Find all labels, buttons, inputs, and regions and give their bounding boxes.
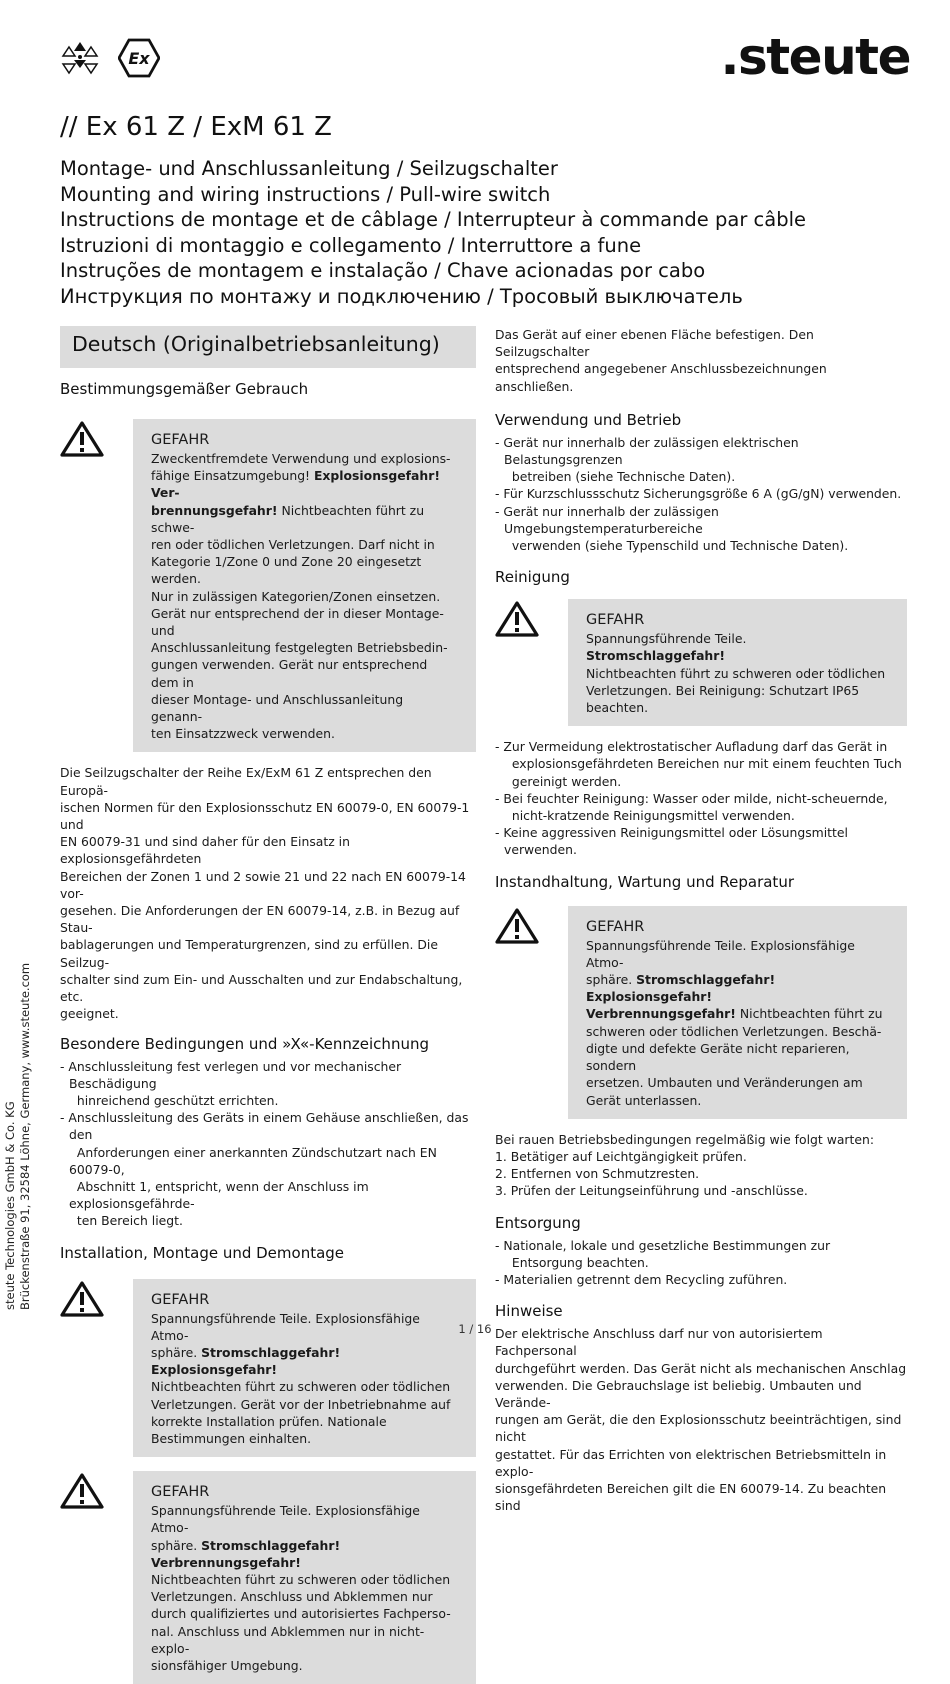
subtitle-ru: Инструкция по монтажу и подключению / Тросовый выключатель	[60, 284, 743, 308]
danger-emphasis: Stromschlaggefahr! Verbrennungsgefahr!	[151, 1537, 341, 1570]
danger-text-line: Kategorie 1/Zone 0 und Zone 20 eingesetzt werden.	[151, 554, 422, 587]
list-line: - Keine aggressiven Reinigungsmittel oder Lösungsmittel verwenden.	[495, 825, 848, 858]
danger-emphasis: Verbrennungsgefahr!	[586, 1006, 736, 1022]
danger-text-line: Bestimmungen einhalten.	[151, 1430, 312, 1446]
list-item	[60, 1109, 476, 1229]
list-item	[495, 790, 907, 824]
section-heading-use-operation: Verwendung und Betrieb	[495, 410, 682, 429]
list-line: - Materialien getrennt dem Recycling zuführen.	[495, 1271, 788, 1287]
danger-text-line: Nichtbeachten führt zu schweren oder tödlichen	[586, 665, 886, 681]
list-item: 2. Entfernen von Schmutzresten.	[495, 1166, 700, 1182]
list-item	[495, 434, 907, 486]
product-title: // Ex 61 Z / ExM 61 Z	[60, 112, 332, 142]
danger-box	[568, 599, 907, 726]
paragraph-line: bablagerungen und Temperaturgrenzen, sind zu erfüllen. Die Seilzug-	[60, 937, 439, 970]
danger-text	[151, 450, 458, 742]
danger-text-line: Nichtbeachten führt zu schweren oder tödlichen	[151, 1379, 451, 1395]
subtitle-list	[60, 156, 806, 310]
danger-text-line: ersetzen. Umbauten und Veränderungen am	[586, 1075, 863, 1091]
warning-triangle-icon	[60, 421, 104, 457]
list-line: betreiben (siehe Technische Daten).	[511, 469, 736, 485]
danger-text-line: korrekte Installation prüfen. Nationale	[151, 1413, 387, 1429]
list-line: - Nationale, lokale und gesetzliche Bestimmungen zur	[495, 1237, 831, 1253]
danger-notice	[60, 1279, 476, 1458]
cleaning-list	[495, 738, 907, 858]
certification-logos	[60, 38, 160, 82]
use-operation-list	[495, 434, 907, 554]
danger-title: GEFAHR	[586, 918, 645, 935]
list-line: nicht-kratzende Reinigungsmittel verwenden.	[511, 808, 795, 824]
list-item	[60, 1058, 476, 1110]
list-line: ten Bereich liegt.	[76, 1213, 183, 1229]
paragraph-line: Bereichen der Zonen 1 und 2 sowie 21 und 22 nach EN 60079-14 vor-	[60, 868, 466, 901]
danger-text-line: Spannungsführende Teile. Explosionsfähige Atmo-	[586, 937, 855, 970]
subtitle-pt: Instruções de montagem e instalação / Chave acionadas por cabo	[60, 259, 706, 283]
list-line: Anforderungen einer anerkannten Zündschutzart nach EN 60079-0,	[69, 1144, 437, 1177]
list-item: 1. Betätiger auf Leichtgängigkeit prüfen.	[495, 1148, 747, 1164]
subtitle-en: Mounting and wiring instructions / Pull-wire switch	[60, 182, 551, 206]
paragraph-line: schalter sind zum Ein- und Ausschalten und zur Endabschaltung, etc.	[60, 971, 463, 1005]
paragraph-line: geeignet.	[60, 1006, 119, 1022]
maintenance-steps	[495, 1148, 907, 1200]
paragraph-line: sionsgefährdeten Bereichen gilt die EN 60079-14. Zu beachten sind	[495, 1480, 887, 1514]
danger-text-line: ren oder tödlichen Verletzungen. Darf nicht in	[151, 537, 435, 553]
danger-text-line: Verletzungen. Bei Reinigung: Schutzart IP65	[586, 682, 860, 698]
danger-text-line: Verletzungen. Gerät vor der Inbetriebnahme auf	[151, 1396, 451, 1412]
company-address: Brückenstraße 91, 32584 Löhne, Germany, www.steute.com	[18, 962, 32, 1310]
brand-logo: .steute	[720, 28, 910, 86]
danger-emphasis: Stromschlaggefahr!	[586, 648, 726, 664]
paragraph-line: gestattet. Für das Errichten von elektrischen Betriebsmitteln in explo-	[495, 1446, 887, 1479]
paragraph-line: ischen Normen für den Explosionsschutz EN 60079-0, EN 60079-1 und	[60, 799, 470, 833]
section-heading-notes: Hinweise	[495, 1302, 563, 1321]
svg-text:Ex: Ex	[128, 49, 150, 68]
danger-text	[151, 1502, 458, 1674]
danger-title: GEFAHR	[586, 612, 645, 629]
danger-title: GEFAHR	[151, 1291, 210, 1308]
danger-notice	[60, 419, 476, 752]
paragraph-line: EN 60079-31 und sind daher für den Einsatz in explosionsgefährdeten	[60, 834, 350, 867]
danger-box	[133, 419, 476, 752]
danger-text-line: sionsfähiger Umgebung.	[151, 1657, 303, 1673]
danger-emphasis: Stromschlaggefahr! Explosionsgefahr!	[586, 972, 776, 1005]
paragraph-line: durchgeführt werden. Das Gerät nicht als mechanischen Anschlag	[495, 1360, 907, 1376]
list-line: - Anschlussleitung des Geräts in einem Gehäuse anschließen, das den	[60, 1110, 469, 1143]
danger-text-line: Spannungsführende Teile. Explosionsfähige Atmo-	[151, 1503, 420, 1536]
danger-notice	[60, 1471, 476, 1684]
paragraph-line: verwenden. Die Gebrauchslage ist beliebig. Umbauten und Verände-	[495, 1377, 862, 1410]
section-heading-disposal: Entsorgung	[495, 1213, 581, 1232]
section-heading-installation: Installation, Montage und Demontage	[60, 1243, 345, 1262]
danger-text-line: Zweckentfremdete Verwendung und explosions-	[151, 451, 451, 466]
danger-text-line: Nichtbeachten führt zu schwe-	[151, 502, 425, 535]
danger-text	[586, 937, 889, 1109]
danger-text-line: dieser Montage- und Anschlussanleitung genann-	[151, 691, 404, 725]
right-column	[495, 326, 907, 1514]
danger-text-line: schweren oder tödlichen Verletzungen. Beschä-	[586, 1023, 882, 1039]
danger-text	[586, 630, 889, 716]
danger-notice	[495, 599, 907, 726]
danger-text-line: gungen verwenden. Gerät nur entsprechend dem in	[151, 657, 428, 690]
warning-triangle-icon	[60, 1473, 104, 1509]
subtitle-fr: Instructions de montage et de câblage / Interrupteur à commande par câble	[60, 208, 806, 232]
danger-text-line: durch qualifiziertes und autorisiertes Fachperso-	[151, 1606, 451, 1622]
danger-text-line: Nur in zulässigen Kategorien/Zonen einsetzen.	[151, 588, 441, 604]
list-item	[495, 738, 907, 790]
maintenance-intro: Bei rauen Betriebsbedingungen regelmäßig wie folgt warten:	[495, 1131, 875, 1147]
paragraph-line: entsprechend angegebener Anschlussbezeichnungen anschließen.	[495, 361, 827, 394]
danger-text-line: Spannungsführende Teile. Explosionsfähige Atmo-	[151, 1310, 420, 1343]
page-number: 1 / 16	[458, 1322, 492, 1336]
list-line: gereinigt werden.	[511, 773, 622, 789]
warning-triangle-icon	[495, 908, 539, 944]
danger-emphasis: brennungsgefahr!	[151, 502, 278, 518]
warning-triangle-icon	[60, 1281, 104, 1317]
danger-text-line: Verletzungen. Anschluss und Abklemmen nur	[151, 1589, 433, 1605]
list-line: verwenden (siehe Typenschild und Technische Daten).	[511, 538, 849, 554]
list-line: hinreichend geschützt errichten.	[76, 1092, 279, 1108]
danger-text-line: Gerät nur entsprechend der in dieser Montage- und	[151, 605, 444, 639]
list-line: explosionsgefährdeten Bereichen nur mit einem feuchten Tuch	[511, 756, 902, 772]
list-line: - Bei feuchter Reinigung: Wasser oder milde, nicht-scheuernde,	[495, 790, 888, 806]
company-address-sidebar	[3, 963, 33, 1310]
subtitle-de: Montage- und Anschlussanleitung / Seilzugschalter	[60, 157, 558, 180]
list-line: Entsorgung beachten.	[511, 1254, 649, 1270]
list-item	[495, 503, 907, 555]
danger-box	[133, 1471, 476, 1684]
left-column	[60, 326, 476, 1684]
danger-emphasis: Stromschlaggefahr! Explosionsgefahr!	[151, 1344, 341, 1378]
danger-title: GEFAHR	[151, 1484, 210, 1501]
notes-paragraph	[495, 1325, 907, 1514]
section-heading-intended-use: Bestimmungsgemäßer Gebrauch	[60, 380, 309, 398]
list-line: - Für Kurzschlussschutz Sicherungsgröße 6 A (gG/gN) verwenden.	[495, 486, 902, 502]
disposal-list	[495, 1237, 907, 1289]
special-conditions-list	[60, 1058, 476, 1230]
danger-text-line: sphäre.	[151, 1537, 202, 1553]
list-item	[495, 1271, 907, 1288]
danger-notice	[495, 906, 907, 1119]
warning-triangle-icon	[495, 601, 539, 637]
danger-text-line: Spannungsführende Teile.	[586, 631, 747, 647]
list-line: - Zur Vermeidung elektrostatischer Aufladung darf das Gerät in	[495, 739, 888, 755]
atex-group-icon	[60, 40, 100, 80]
ex-hexagon-icon	[118, 38, 160, 82]
danger-title: GEFAHR	[151, 432, 210, 448]
paragraph-line: Das Gerät auf einer ebenen Fläche befestigen. Den Seilzugschalter	[495, 327, 814, 360]
list-line: - Gerät nur innerhalb der zulässigen elektrischen Belastungsgrenzen	[495, 434, 799, 468]
danger-text-line: Nichtbeachten führt zu	[735, 1006, 883, 1022]
danger-emphasis: Explosionsgefahr! Ver-	[151, 468, 440, 501]
subtitle-it: Istruzioni di montaggio e collegamento / Interruttore a fune	[60, 233, 642, 257]
danger-text-line: sphäre.	[586, 972, 637, 988]
section-heading-cleaning: Reinigung	[495, 568, 570, 587]
standards-paragraph	[60, 764, 476, 1022]
paragraph-line: gesehen. Die Anforderungen der EN 60079-14, z.B. in Bezug auf Stau-	[60, 903, 460, 936]
list-line: - Anschlussleitung fest verlegen und vor mechanischer Beschädigung	[60, 1058, 402, 1091]
danger-text-line: Anschlussanleitung festgelegten Betriebsbedin-	[151, 640, 448, 656]
paragraph-line: Der elektrische Anschluss darf nur von autorisiertem Fachpersonal	[495, 1326, 823, 1359]
danger-box	[133, 1279, 476, 1458]
danger-text-line: fähige Einsatzumgebung!	[151, 468, 314, 484]
list-item	[495, 485, 907, 502]
list-item	[495, 824, 907, 858]
danger-text-line: digte und defekte Geräte nicht reparieren, sondern	[586, 1040, 850, 1074]
section-heading-special-conditions: Besondere Bedingungen und »X«-Kennzeichnung	[60, 1034, 429, 1053]
list-item	[495, 1237, 907, 1271]
list-line: - Gerät nur innerhalb der zulässigen Umgebungstemperaturbereiche	[495, 503, 719, 536]
paragraph-line: rungen am Gerät, die den Explosionsschutz beeinträchtigen, sind nicht	[495, 1412, 902, 1445]
paragraph-line: Die Seilzugschalter der Reihe Ex/ExM 61 Z entsprechen den Europä-	[60, 765, 432, 798]
danger-text-line: nal. Anschluss und Abklemmen nur in nicht-explo-	[151, 1623, 425, 1656]
danger-text-line: sphäre.	[151, 1344, 202, 1360]
danger-text-line: beachten.	[586, 700, 649, 716]
language-heading: Deutsch (Originalbetriebsanleitung)	[60, 326, 476, 368]
list-line: Abschnitt 1, entspricht, wenn der Anschluss im explosionsgefährde-	[69, 1178, 369, 1212]
danger-text-line: Gerät unterlassen.	[586, 1092, 702, 1108]
danger-text-line: ten Einsatzzweck verwenden.	[151, 726, 335, 742]
danger-text-line: Nichtbeachten führt zu schweren oder tödlichen	[151, 1571, 451, 1587]
list-item: 3. Prüfen der Leitungseinführung und -anschlüsse.	[495, 1183, 808, 1199]
company-name: steute Technologies GmbH & Co. KG	[3, 1101, 17, 1310]
mounting-intro	[495, 326, 907, 395]
danger-box	[568, 906, 907, 1119]
section-heading-maintenance: Instandhaltung, Wartung und Reparatur	[495, 872, 794, 891]
